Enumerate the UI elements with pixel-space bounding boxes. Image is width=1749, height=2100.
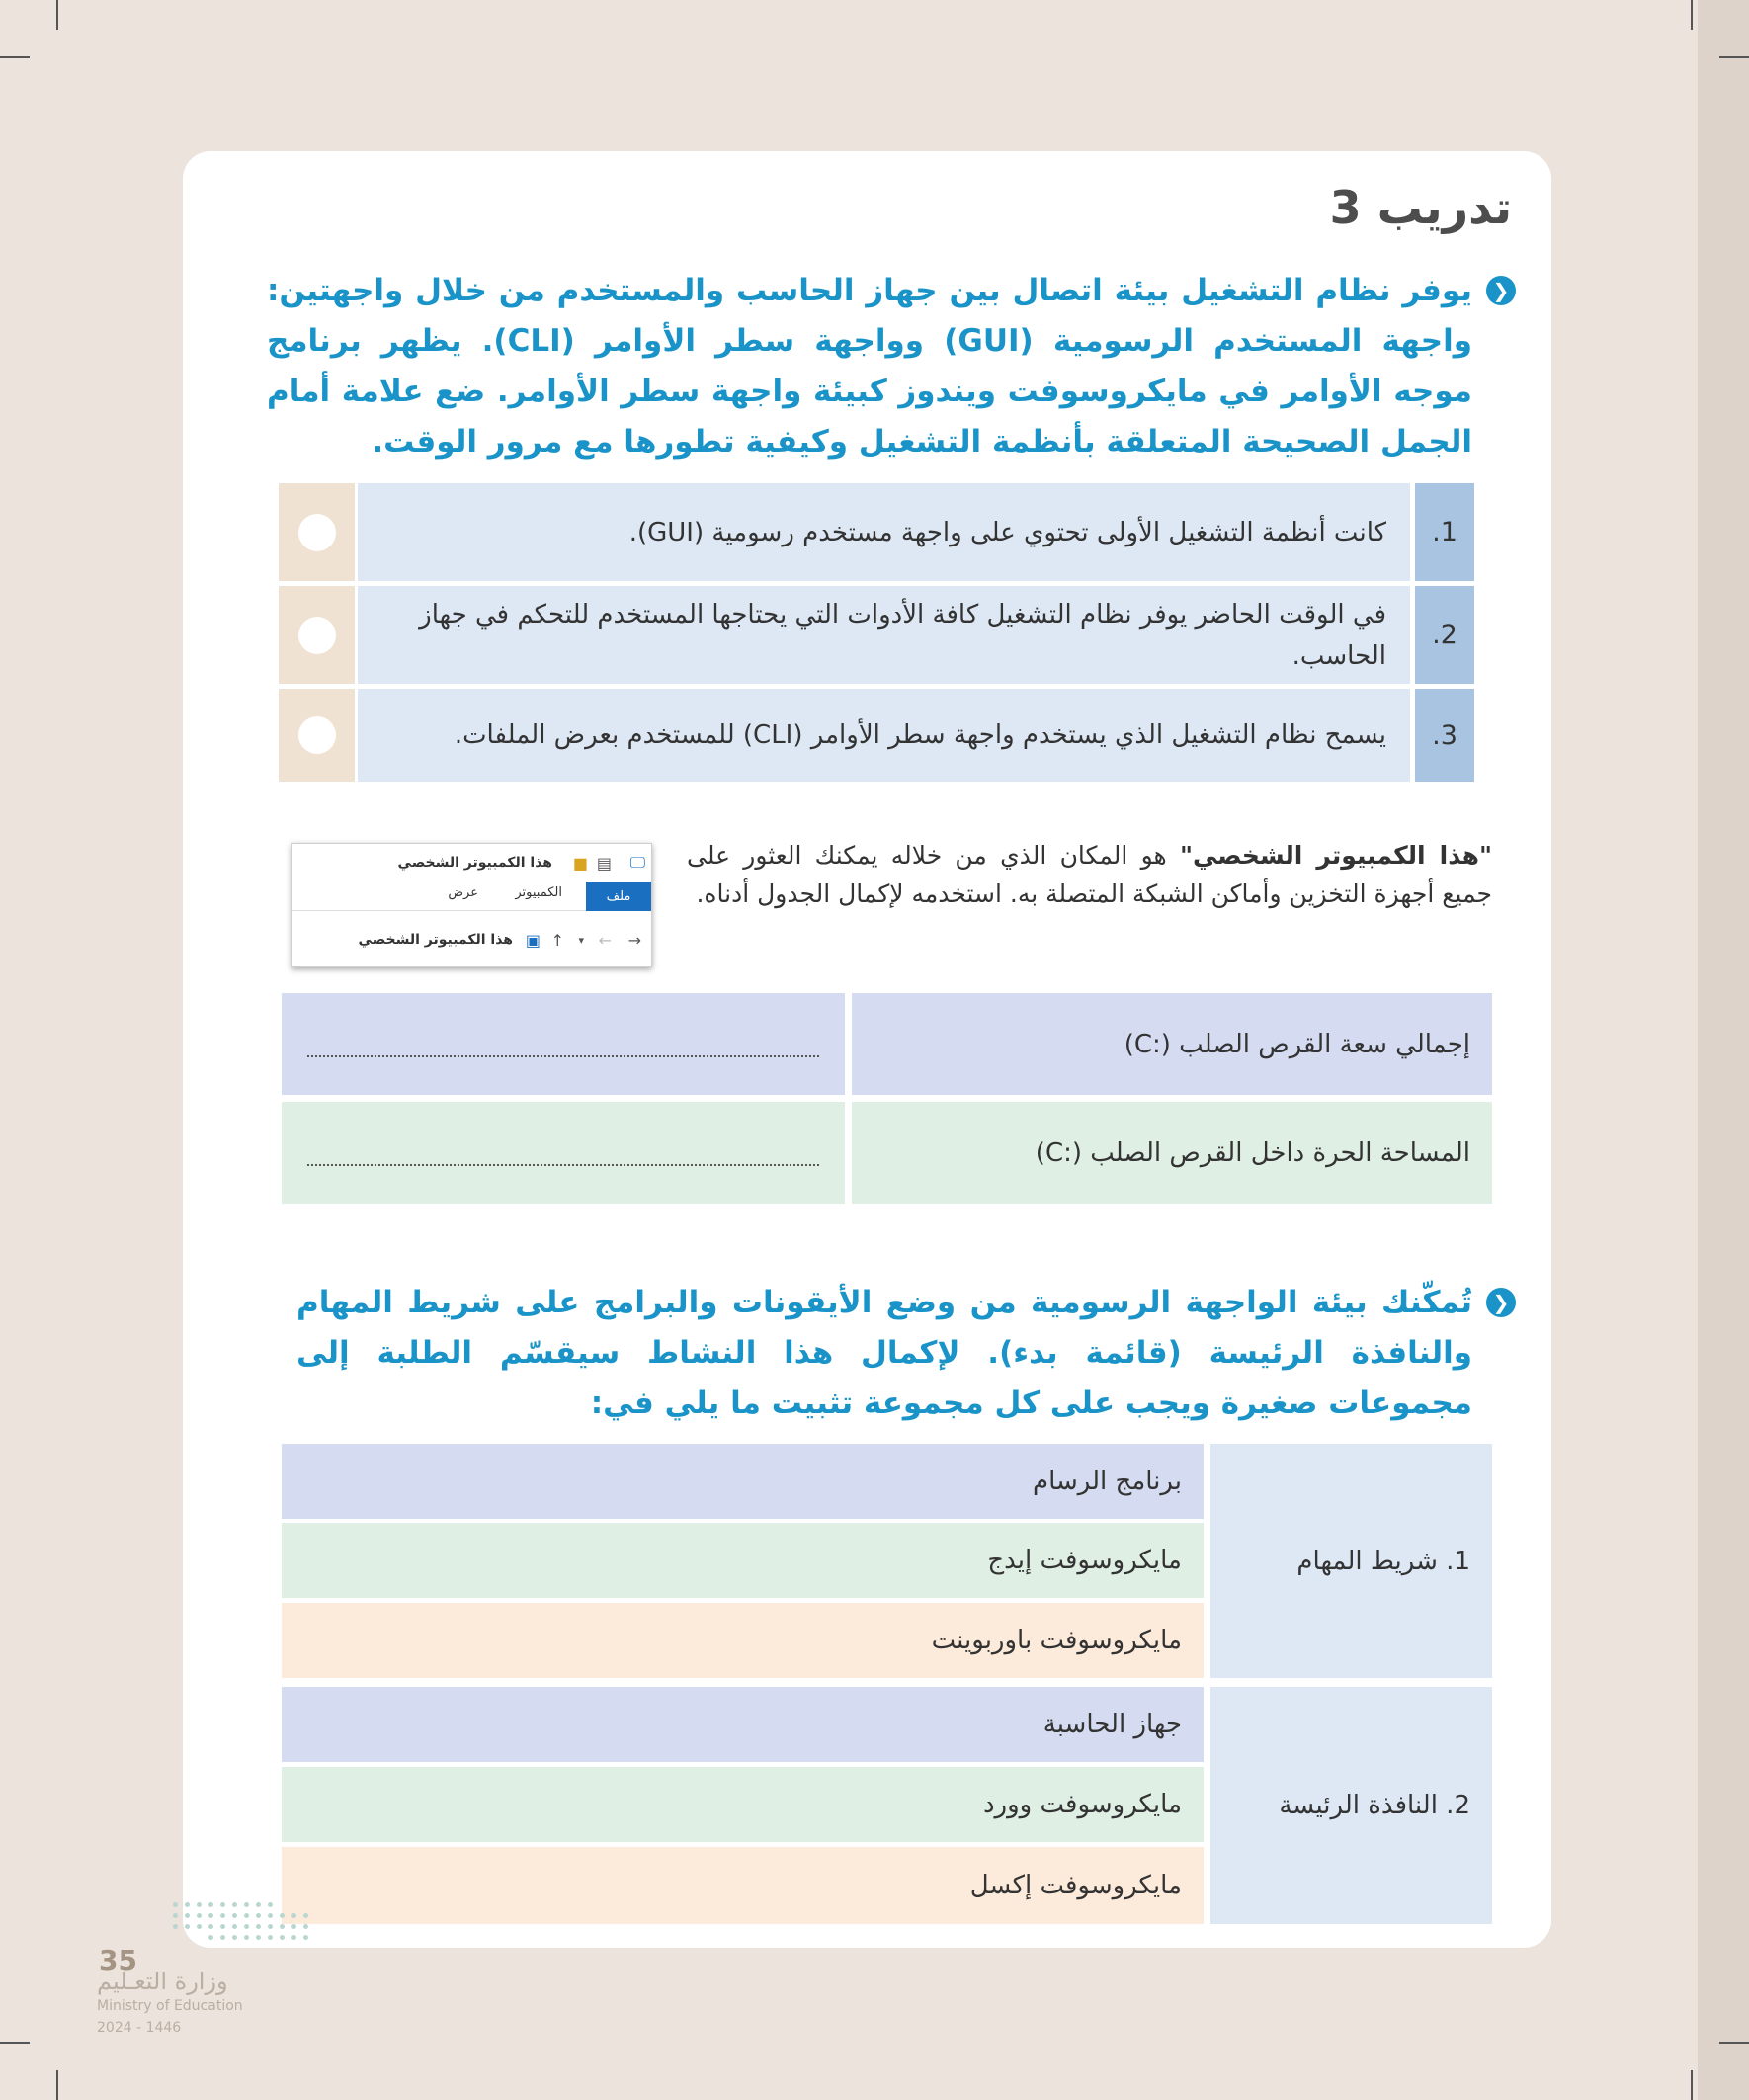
logo-dot bbox=[268, 1913, 273, 1918]
tab-computer[interactable]: الكمبيوتر bbox=[515, 885, 562, 900]
explorer-address-text: هذا الكمبيوتر الشخصي bbox=[358, 932, 513, 948]
chevron-left-icon: ❮ bbox=[1486, 276, 1516, 305]
logo-dot bbox=[232, 1924, 237, 1929]
logo-dot bbox=[208, 1935, 213, 1940]
answer-circle[interactable] bbox=[298, 617, 336, 654]
logo-dot bbox=[280, 1913, 285, 1918]
crop-mark bbox=[0, 2042, 30, 2044]
logo-dot bbox=[232, 1902, 237, 1907]
logo-dot bbox=[256, 1913, 261, 1918]
exercise-card bbox=[183, 151, 1551, 1948]
this-pc-intro-rest: هو المكان الذي من خلاله يمكنك العثور على جميع أجهزة التخزين وأماكن الشبكة المتصلة به. استخدمه لإكمال الجدول أدناه. bbox=[687, 841, 1492, 908]
logo-dot bbox=[280, 1935, 285, 1940]
forward-arrow-icon[interactable]: ← bbox=[598, 930, 612, 950]
explorer-ribbon-tabs bbox=[292, 882, 651, 911]
logo-dot bbox=[197, 1902, 202, 1907]
logo-dot bbox=[185, 1902, 190, 1907]
chevron-down-icon[interactable]: ▾ bbox=[578, 933, 584, 947]
answer-circle[interactable] bbox=[298, 514, 336, 551]
statement-text: كانت أنظمة التشغيل الأولى تحتوي على واجهة مستخدم رسومية (GUI). bbox=[358, 483, 1410, 581]
question-2-text: تُمكّنك بيئة الواجهة الرسومية من وضع الأيقونات والبرامج على شريط المهام والنافذة الرئيسة (قائمة بدء). لإكمال هذا النشاط سيقسّم الطلبة إلى مجموعات صغيرة ويجب على كل مجموعة تثبيت ما يلي في: bbox=[296, 1285, 1472, 1421]
logo-dot bbox=[232, 1913, 237, 1918]
explorer-address-bar bbox=[292, 911, 651, 968]
logo-dot bbox=[173, 1902, 178, 1907]
save-icon: ▤ bbox=[596, 853, 612, 873]
table-row bbox=[279, 689, 1474, 782]
crop-mark bbox=[0, 56, 30, 58]
answer-circle[interactable] bbox=[298, 716, 336, 754]
folder-icon: ■ bbox=[572, 853, 588, 873]
logo-dot bbox=[256, 1935, 261, 1940]
answer-cell[interactable] bbox=[279, 689, 355, 782]
file-explorer-screenshot bbox=[292, 843, 652, 967]
page-edge-strip bbox=[1698, 0, 1749, 2100]
page-number: 35 bbox=[99, 1944, 137, 1976]
table-row bbox=[279, 483, 1474, 581]
crop-mark bbox=[56, 2070, 58, 2100]
list-item: مايكروسوفت وورد bbox=[282, 1767, 1204, 1842]
computer-icon: 🖵 bbox=[629, 853, 645, 872]
page-title: تدريب 3 bbox=[1329, 181, 1512, 234]
logo-dot bbox=[256, 1924, 261, 1929]
crop-mark bbox=[1691, 0, 1693, 30]
ministry-name-ar: وزارة التعـليم bbox=[97, 1968, 228, 1995]
statement-text: يسمح نظام التشغيل الذي يستخدم واجهة سطر الأوامر (CLI) للمستخدم بعرض الملفات. bbox=[358, 689, 1410, 782]
chevron-left-icon: ❮ bbox=[1486, 1288, 1516, 1317]
disk-free-label: المساحة الحرة داخل القرص الصلب (:C) bbox=[852, 1102, 1492, 1204]
answer-line bbox=[307, 1164, 819, 1166]
crop-mark bbox=[1719, 2042, 1749, 2044]
crop-mark bbox=[1691, 2070, 1693, 2100]
answer-cell[interactable] bbox=[279, 586, 355, 684]
tab-file[interactable]: ملف bbox=[586, 882, 651, 911]
statement-text: في الوقت الحاضر يوفر نظام التشغيل كافة الأدوات التي يحتاجها المستخدم للتحكم في جهاز الحاسب. bbox=[358, 586, 1410, 684]
logo-dot bbox=[232, 1935, 237, 1940]
logo-dot bbox=[220, 1913, 225, 1918]
explorer-titlebar bbox=[292, 844, 651, 882]
logo-dot bbox=[244, 1902, 249, 1907]
logo-dot bbox=[208, 1924, 213, 1929]
logo-dot bbox=[268, 1935, 273, 1940]
up-arrow-icon[interactable]: ↑ bbox=[550, 930, 564, 950]
logo-dot bbox=[244, 1935, 249, 1940]
crop-mark bbox=[1719, 56, 1749, 58]
disk-total-label: إجمالي سعة القرص الصلب (:C) bbox=[852, 993, 1492, 1095]
statement-number: 3. bbox=[1415, 689, 1474, 782]
logo-dot bbox=[292, 1935, 296, 1940]
this-pc-intro bbox=[687, 836, 1492, 913]
list-item: مايكروسوفت إكسل bbox=[282, 1847, 1204, 1924]
explorer-window-title: هذا الكمبيوتر الشخصي bbox=[397, 855, 552, 871]
logo-dot bbox=[185, 1913, 190, 1918]
logo-dot bbox=[220, 1902, 225, 1907]
logo-dot bbox=[303, 1913, 308, 1918]
logo-dot bbox=[268, 1924, 273, 1929]
logo-dot bbox=[173, 1924, 178, 1929]
logo-dot bbox=[208, 1913, 213, 1918]
logo-dot bbox=[280, 1924, 285, 1929]
tab-view[interactable]: عرض bbox=[448, 885, 478, 900]
pc-icon: ▣ bbox=[525, 930, 541, 950]
list-item: برنامج الرسام bbox=[282, 1444, 1204, 1519]
ministry-name-en: Ministry of Education bbox=[97, 1998, 243, 2014]
crop-mark bbox=[56, 0, 58, 30]
disk-free-answer[interactable] bbox=[282, 1102, 845, 1204]
logo-dot bbox=[303, 1924, 308, 1929]
logo-dot bbox=[220, 1924, 225, 1929]
edition-year: 2024 - 1446 bbox=[97, 2020, 182, 2036]
logo-dot bbox=[197, 1913, 202, 1918]
logo-dot bbox=[173, 1913, 178, 1918]
logo-dot bbox=[292, 1924, 296, 1929]
logo-dot bbox=[268, 1902, 273, 1907]
answer-cell[interactable] bbox=[279, 483, 355, 581]
logo-dot bbox=[244, 1924, 249, 1929]
logo-dot bbox=[220, 1935, 225, 1940]
disk-total-answer[interactable] bbox=[282, 993, 845, 1095]
logo-dot bbox=[303, 1935, 308, 1940]
logo-dot bbox=[208, 1902, 213, 1907]
list-item: مايكروسوفت باوربوينت bbox=[282, 1603, 1204, 1678]
list-item: جهاز الحاسبة bbox=[282, 1687, 1204, 1762]
statement-number: 2. bbox=[1415, 586, 1474, 684]
answer-line bbox=[307, 1055, 819, 1057]
back-arrow-icon[interactable]: → bbox=[627, 930, 641, 950]
list-item: مايكروسوفت إيدج bbox=[282, 1523, 1204, 1598]
statement-number: 1. bbox=[1415, 483, 1474, 581]
logo-dot bbox=[244, 1913, 249, 1918]
logo-dot bbox=[256, 1902, 261, 1907]
question-1-text: يوفر نظام التشغيل بيئة اتصال بين جهاز الحاسب والمستخدم من خلال واجهتين: واجهة المستخدم الرسومية (GUI) وواجهة سطر الأوامر (CLI). يظهر برنامج موجه الأوامر في مايكروسوفت ويندوز كبيئة واجهة سطر الأوامر. ضع علامة أمام الجمل الصحيحة المتعلقة بأنظمة التشغيل وكيفية تطورها مع مرور الوقت. bbox=[267, 273, 1473, 460]
group-start-menu-label: 2. النافذة الرئيسة bbox=[1210, 1687, 1492, 1924]
logo-dot bbox=[185, 1924, 190, 1929]
this-pc-intro-bold: "هذا الكمبيوتر الشخصي" bbox=[1179, 841, 1492, 870]
logo-dot bbox=[197, 1924, 202, 1929]
table-row bbox=[279, 586, 1474, 684]
ministry-logo-dots bbox=[173, 1902, 321, 1950]
logo-dot bbox=[292, 1913, 296, 1918]
group-taskbar-label: 1. شريط المهام bbox=[1210, 1444, 1492, 1678]
